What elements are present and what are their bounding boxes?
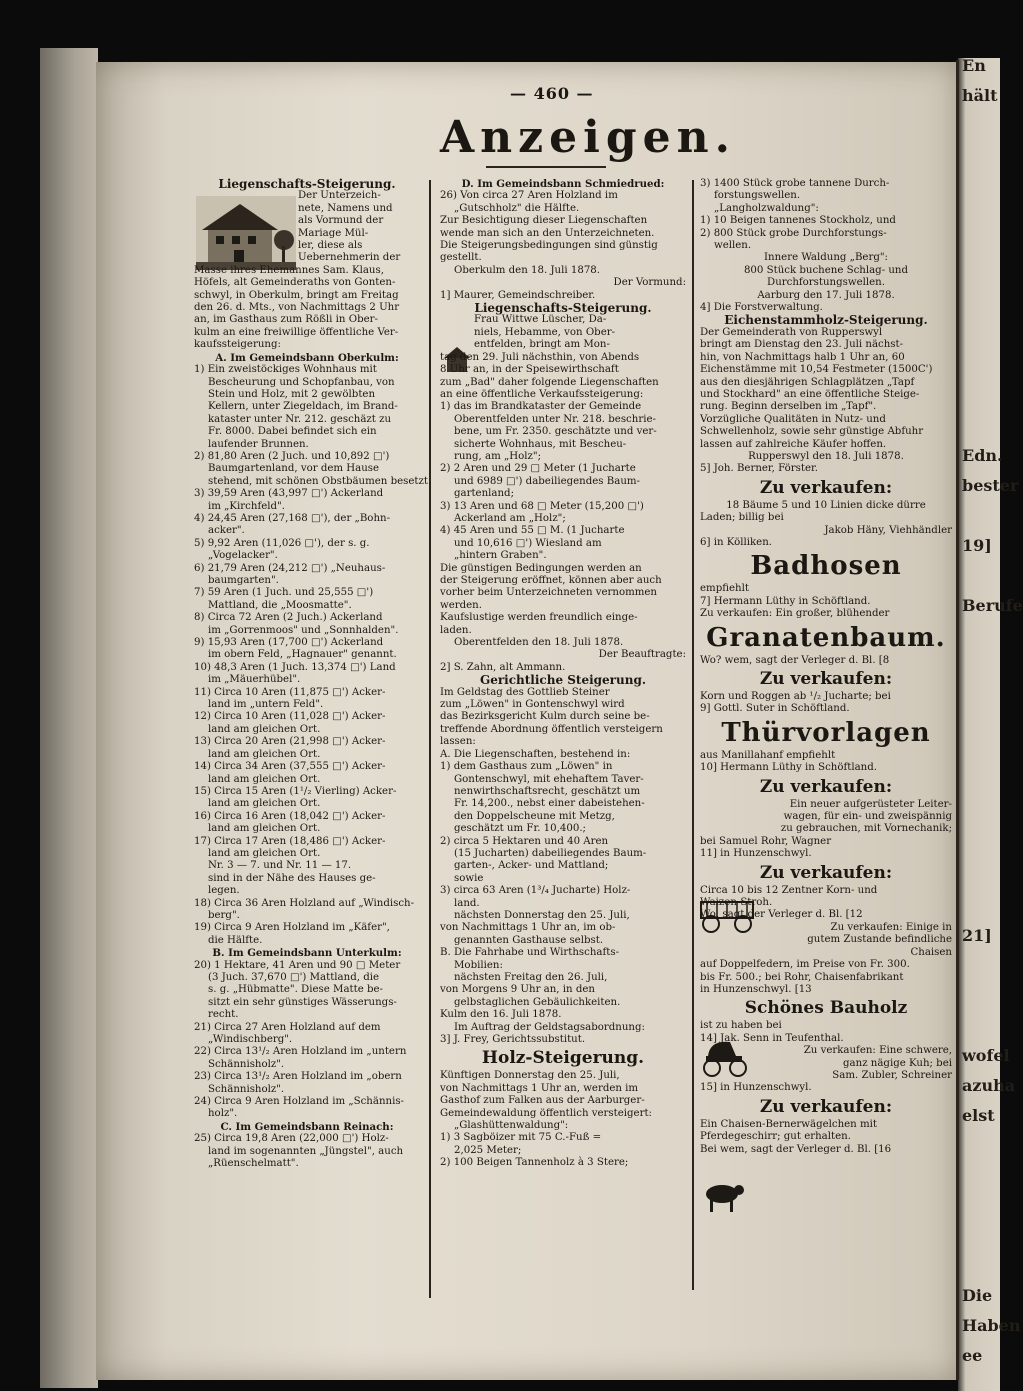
col2-line: A. Die Liegenschaften, bestehend in: (440, 748, 631, 760)
col1-line: 13) Circa 20 Aren (21,998 □') Acker- (194, 736, 386, 748)
col3-line: Ein neuer aufgerüsteter Leiter- (789, 798, 952, 810)
col1-line: ler, diese als (298, 240, 363, 252)
col2-line: geschätzt um Fr. 10,400.; (454, 823, 586, 835)
col1-line: sind in der Nähe des Hauses ge- (208, 872, 376, 884)
col1-line: recht. (208, 1009, 239, 1021)
col1-line: 5) 9,92 Aren (11,026 □'), der s. g. (194, 537, 370, 549)
col2-line: B. Die Fahrhabe und Wirthschafts- (440, 947, 620, 959)
adjacent-page-fragment: Edn. (962, 446, 1003, 465)
col3-line: Bei wem, sagt der Verleger d. Bl. [16 (700, 1143, 892, 1155)
col3-line: Waizen-Stroh. (700, 897, 773, 909)
col1-line: 2) 81,80 Aren (2 Juch. und 10,892 □') (194, 450, 390, 462)
col1-line: Schännisholz". (208, 1058, 285, 1070)
col2-line: niels, Hebamme, von Ober- (474, 326, 616, 338)
adjacent-page-fragment: Berufe (962, 596, 1023, 615)
col3-line: in Hunzenschwyl. [13 (700, 983, 812, 995)
col1-line: 1) Ein zweistöckiges Wohnhaus mit (194, 364, 377, 376)
col2-line: 3) 13 Aren und 68 □ Meter (15,200 □') (440, 500, 644, 512)
col1-line: sitzt ein sehr günstiges Wässerungs- (208, 996, 397, 1008)
col2-line: 2] S. Zahn, alt Ammann. (440, 661, 566, 673)
col2-line: 2) circa 5 Hektaren und 40 Aren (440, 835, 609, 847)
col3-line: Schönes Bauholz (744, 998, 908, 1019)
col2-line: 2) 100 Beigen Tannenholz à 3 Stere; (440, 1157, 629, 1169)
col2-line: vorher beim Unterzeichneten vernommen (440, 587, 657, 599)
col2-line: Gasthof zum Falken aus der Aarburger- (440, 1095, 645, 1107)
col1-line: Bescheurung und Schopfanbau, von (208, 376, 395, 388)
col3-line: aus den diesjährigen Schlagplätzen „Tapf (700, 376, 915, 388)
col1-line: 16) Circa 16 Aren (18,042 □') Acker- (194, 810, 386, 822)
adjacent-page-fragment (962, 658, 1000, 688)
col1-line: land am gleichen Ort. (208, 847, 321, 859)
col1-line: im obern Feld, „Hagnauer" genannt. (208, 649, 397, 661)
col1-line: 8) Circa 72 Aren (2 Juch.) Ackerland (194, 612, 383, 624)
col2-line: (15 Jucharten) dabeiliegendes Baum- (454, 847, 647, 859)
col3-line: bei Samuel Rohr, Wagner (700, 835, 832, 847)
col3-line: Innere Waldung „Berg": (764, 252, 888, 264)
col3-line: aus Manillahanf empfiehlt (700, 749, 836, 761)
col3-line: rung. Beginn derselben im „Tapf". (700, 401, 877, 413)
column-divider-1 (429, 180, 431, 1298)
col1-line: 3) 39,59 Aren (43,997 □') Ackerland (194, 488, 384, 500)
col2-line: Holz-Steigerung. (481, 1048, 645, 1069)
adjacent-page-fragment: En (962, 56, 986, 75)
col2-line: zum „Löwen" in Gontenschwyl wird (440, 699, 625, 711)
col1-line: den 26. d. Mts., von Nachmittags 2 Uhr (194, 302, 400, 314)
col2-line: Kaufslustige werden freundlich einge- (440, 612, 638, 624)
col2-line: der Steigerung eröffnet, können aber auch (440, 575, 662, 586)
col2-line: das Bezirksgericht Kulm durch seine be- (440, 711, 650, 723)
col1-line: Masse ihres Ehemannes Sam. Klaus, (194, 264, 384, 276)
col3-line: Zu verkaufen: Einige in (830, 921, 952, 933)
col2-line: Fr. 14,200., nebst einer dabeistehen- (454, 798, 645, 810)
col2-line: Gontenschwyl, mit ehehaftem Taver- (454, 773, 644, 785)
col2-line: 1] Maurer, Gemeindschreiber. (440, 289, 596, 301)
adjacent-page-fragment (962, 838, 1000, 868)
col3-line: Zu verkaufen: (759, 477, 893, 498)
col1-line: 18) Circa 36 Aren Holzland auf „Windisch- (194, 897, 415, 909)
col2-line: sicherte Wohnhaus, mit Bescheu- (454, 438, 627, 450)
col3-line: Zu verkaufen: (759, 669, 893, 689)
adjacent-page-fragment (962, 1018, 1000, 1048)
col2-line: Gemeindewaldung öffentlich versteigert: (440, 1107, 652, 1119)
col3-line: Thürvorlagen (721, 717, 931, 748)
col1-line: Mattland, die „Moosmatte". (208, 599, 352, 611)
adjacent-page-fragment (962, 358, 1000, 388)
col1-line: Baumgartenland, vor dem Hause (208, 463, 380, 475)
right-adjacent-page (958, 56, 1023, 1391)
col1-line: kataster unter Nr. 212. geschäzt zu (208, 413, 392, 425)
col3-line: ist zu haben bei (700, 1020, 782, 1032)
adjacent-page-fragment (962, 808, 1000, 838)
col3-line: Laden; billig bei (700, 512, 784, 524)
adjacent-page-fragment (962, 898, 1000, 928)
col2-line: von Morgens 9 Uhr an, in den (440, 984, 595, 996)
col2-line: den Doppelscheune mit Metzg, (454, 810, 615, 822)
adjacent-page-fragment (962, 178, 1000, 208)
column-2 (440, 178, 686, 1298)
col1-line: legen. (208, 885, 240, 897)
col2-line: und 6989 □') dabeiliegendes Baum- (454, 475, 640, 487)
col2-line: 8 Uhr an, in der Speisewirthschaft (440, 364, 619, 376)
col2-line: laden. (440, 624, 472, 636)
col2-line: 2) 2 Aren und 29 □ Meter (1 Jucharte (440, 463, 636, 475)
col3-line: 14] Jak. Senn in Teufenthal. (700, 1032, 844, 1044)
column-1 (194, 177, 432, 1298)
col3-line: lassen auf zahlreiche Käufer hoffen. (700, 438, 887, 450)
col3-line: 1) 10 Beigen tannenes Stockholz, und (700, 215, 896, 227)
adjacent-page-fragment (962, 148, 1000, 178)
col1-line: 4) 24,45 Aren (27,168 □'), der „Bohn- (194, 512, 391, 524)
col2-line: 4) 45 Aren und 55 □ M. (1 Jucharte (440, 525, 625, 537)
col1-line: „Vogelacker". (208, 550, 278, 562)
adjacent-page-fragment (962, 418, 1000, 448)
col3-line: auf Doppelfedern, im Preise von Fr. 300. (700, 959, 910, 971)
col2-line: 3] J. Frey, Gerichtssubstitut. (440, 1034, 586, 1046)
col2-line: 1) 3 Sagböizer mit 75 C.-Fuß = (440, 1132, 602, 1144)
col2-line: Kulm den 16. Juli 1878. (440, 1009, 562, 1021)
col2-line: Die günstigen Bedingungen werden an (440, 562, 642, 574)
col1-line: A. Im Gemeindsbann Oberkulm: (215, 351, 399, 364)
title-underline (486, 166, 606, 168)
col3-line: Rupperswyl den 18. Juli 1878. (748, 450, 904, 462)
col1-line: 14) Circa 34 Aren (37,555 □') Acker- (194, 761, 386, 773)
col1-line: Der Unterzeich- (298, 190, 381, 202)
col1-line: B. Im Gemeindsbann Unterkulm: (212, 947, 402, 960)
col2-line: „hintern Graben". (454, 550, 547, 562)
adjacent-page-fragment: wofel (962, 1046, 1010, 1065)
adjacent-page-fragment (962, 718, 1000, 748)
col2-line: nächsten Donnerstag den 25. Juli, (454, 909, 630, 921)
col3-line: 2) 800 Stück grobe Durchforstungs- (700, 227, 887, 239)
col1-line: „Windischberg". (208, 1034, 293, 1046)
adjacent-page-fragment (962, 748, 1000, 778)
col1-line: Stein und Holz, mit 2 gewölbten (208, 388, 375, 400)
col1-line: Nr. 3 — 7. und Nr. 11 — 17. (208, 860, 352, 872)
col2-line: genannten Gasthause selbst. (454, 934, 604, 946)
column-3 (700, 178, 952, 1288)
col3-line: Circa 10 bis 12 Zentner Korn- und (700, 884, 878, 896)
adjacent-page-fragment (962, 1228, 1000, 1258)
adjacent-page-fragment (962, 268, 1000, 298)
col1-line: (3 Juch. 37,670 □') Mattland, die (208, 972, 379, 983)
col1-line: an, im Gasthaus zum Rößli in Ober- (194, 314, 378, 326)
col3-line: wellen. (714, 240, 752, 252)
col3-line: und Stockhard" an eine öffentliche Steige- (700, 388, 920, 400)
col1-line: 9) 15,93 Aren (17,700 □') Ackerland (194, 637, 384, 649)
col1-line: baumgarten". (208, 575, 279, 586)
col3-line: gutem Zustande befindliche (807, 934, 952, 946)
col1-line: nete, Namens und (298, 202, 393, 214)
col2-line: Die Steigerungsbedingungen sind günstig (440, 240, 658, 252)
col3-line: Chaisen (910, 946, 952, 958)
col1-line: als Vormund der (298, 215, 384, 227)
col3-line: Jakob Häny, Viehhändler (824, 524, 952, 536)
col1-line: 11) Circa 10 Aren (11,875 □') Acker- (194, 686, 386, 698)
col2-line: Frau Wittwe Lüscher, Da- (474, 314, 607, 326)
col2-line: nenwirthschaftsrecht, geschätzt um (454, 785, 641, 797)
col1-line: Höfels, alt Gemeinderaths von Gonten- (194, 277, 396, 289)
col3-line: Zu verkaufen: Eine schwere, (803, 1045, 952, 1057)
page-number: — 460 — (510, 84, 594, 103)
col1-line: Schännisholz". (208, 1083, 285, 1095)
col2-line: 1) das im Brandkataster der Gemeinde (440, 401, 642, 413)
col1-line: s. g. „Hübmatte". Diese Matte be- (208, 984, 383, 996)
col3-line: Wo? wem, sagt der Verleger d. Bl. [8 (700, 654, 890, 666)
col2-line: rung, am „Holz"; (454, 450, 542, 462)
col1-line: laufender Brunnen. (208, 438, 309, 450)
col1-line: 20) 1 Hektare, 41 Aren und 90 □ Meter (194, 959, 401, 971)
col1-line: 12) Circa 10 Aren (11,028 □') Acker- (194, 711, 386, 723)
col2-line: bene, um Fr. 2350. geschätzte und ver- (454, 426, 657, 438)
col3-line: Zu verkaufen: (759, 1096, 893, 1117)
col1-line: 23) Circa 13¹/₂ Aren Holzland im „obern (194, 1071, 402, 1083)
col1-line: land am gleichen Ort. (208, 773, 321, 785)
col2-line: gartenland; (454, 488, 514, 500)
col3-line: Schwellenholz, sowie sehr günstige Abfuhr (700, 426, 924, 438)
col2-line: Oberentfelden unter Nr. 218. beschrie- (454, 413, 656, 425)
col3-line: 11] in Hunzenschwyl. (700, 848, 812, 860)
col2-line: 1) dem Gasthaus zum „Löwen" in (440, 761, 613, 773)
col3-line: 15] in Hunzenschwyl. (700, 1082, 812, 1094)
column-divider-3 (956, 60, 959, 1380)
col2-line: „Glashüttenwaldung": (454, 1120, 569, 1132)
col3-line: Der Gemeinderath von Rupperswyl (700, 326, 883, 338)
col3-line: 800 Stück buchene Schlag- und (743, 264, 909, 276)
col3-line: 4] Die Forstverwaltung. (700, 302, 823, 314)
adjacent-page-fragment (962, 118, 1000, 148)
col2-line: und 10,616 □') Wiesland am (454, 537, 602, 549)
col1-line: land im „untern Feld". (208, 699, 324, 711)
col2-line: lassen: (440, 736, 476, 748)
left-page-edge (40, 48, 98, 1388)
adjacent-page-fragment: 21] (962, 926, 992, 945)
col1-line: land am gleichen Ort. (208, 748, 321, 760)
col1-line: holz". (208, 1108, 238, 1120)
col3-line: ganz nägige Kuh; bei (843, 1057, 952, 1069)
col3-line: Vorzügliche Qualitäten in Nutz- und (700, 413, 886, 425)
col2-line: Der Beauftragte: (598, 649, 686, 661)
col3-line: 6] in Kölliken. (700, 536, 772, 548)
adjacent-page-fragment (962, 1138, 1000, 1168)
adjacent-page-fragment: azuha (962, 1076, 1016, 1095)
adjacent-page-fragment (962, 568, 1000, 598)
adjacent-page-fragment (962, 958, 1000, 988)
col1-line: Kellern, unter Ziegeldach, im Brand- (208, 401, 398, 413)
col1-line: die Hälfte. (208, 934, 263, 946)
col1-line: stehend, mit schönen Obstbäumen besetzt. (208, 475, 432, 487)
col3-line: bringt am Dienstag den 23. Juli nächst- (700, 339, 904, 351)
col2-line: Künftigen Donnerstag den 25. Juli, (440, 1070, 620, 1082)
adjacent-page-fragment (962, 1168, 1000, 1198)
col1-line: land am gleichen Ort. (208, 723, 321, 735)
col3-line: Zu verkaufen: (759, 862, 893, 883)
col3-line: Wo, sagt der Verleger d. Bl. [12 (700, 909, 863, 921)
col3-line: 10] Hermann Lüthy in Schöftland. (700, 762, 877, 774)
col1-line: 17) Circa 17 Aren (18,486 □') Acker- (194, 835, 386, 847)
col2-line: treffende Abordnung öffentlich versteigern (440, 723, 663, 735)
column-divider-2 (692, 180, 694, 1290)
col3-line: 7] Hermann Lüthy in Schöftland. (700, 595, 871, 607)
col1-line: im „Gorrenmoos" und „Sonnhalden". (208, 624, 399, 636)
col2-line: Der Vormund: (613, 277, 686, 289)
col3-line: Badhosen (750, 551, 902, 582)
col1-line: 10) 48,3 Aren (1 Juch. 13,374 □') Land (194, 661, 396, 673)
col1-line: acker". (208, 525, 245, 537)
col2-line: von Nachmittags 1 Uhr an, im ob- (440, 922, 616, 934)
col2-line: von Nachmittags 1 Uhr an, werden im (440, 1082, 639, 1094)
col2-line: 2,025 Meter; (454, 1144, 522, 1156)
col2-line: 26) Von circa 27 Aren Holzland im (440, 190, 618, 202)
col1-line: 25) Circa 19,8 Aren (22,000 □') Holz- (194, 1133, 389, 1145)
col2-line: Mobilien: (454, 959, 503, 971)
adjacent-page-fragment: ee (962, 1346, 983, 1365)
col3-line: bis Fr. 500.; bei Rohr, Chaisenfabrikant (700, 971, 904, 983)
col2-line: Ackerland am „Holz"; (454, 512, 566, 524)
adjacent-page-fragment (962, 868, 1000, 898)
col1-line: schwyl, in Oberkulm, bringt am Freitag (194, 289, 399, 301)
col2-line: werden. (440, 599, 482, 611)
col2-line: Im Auftrag der Geldstagsabordnung: (454, 1021, 645, 1033)
col3-line: Eichenstammholz-Steigerung. (724, 313, 928, 328)
col1-line: land am gleichen Ort. (208, 823, 321, 835)
col3-line: Pferdegeschirr; gut erhalten. (700, 1131, 851, 1143)
col1-line: 19) Circa 9 Aren Holzland im „Käfer", (194, 922, 390, 934)
col1-line: Fr. 8000. Dabei befindet sich ein (208, 426, 377, 438)
col3-line: forstungswellen. (714, 190, 801, 202)
adjacent-page-fragment: Haben (962, 1316, 1021, 1335)
page-title: Anzeigen. (440, 112, 736, 163)
col2-line: Im Geldstag des Gottlieb Steiner (440, 686, 610, 698)
adjacent-page-fragment (962, 628, 1000, 658)
adjacent-page-fragment: elst (962, 1106, 995, 1125)
adjacent-page-fragment (962, 328, 1000, 358)
col1-line: im „Kirchfeld". (208, 500, 285, 512)
col2-line: garten-, Acker- und Mattland; (454, 860, 609, 872)
col3-line: empfiehlt (700, 583, 749, 595)
col2-line: Oberentfelden den 18. Juli 1878. (454, 637, 624, 649)
adjacent-page-fragment (962, 388, 1000, 418)
col3-line: 3) 1400 Stück grobe tannene Durch- (700, 178, 890, 189)
col1-line: Mariage Mül- (298, 227, 369, 239)
adjacent-page-fragment: hält (962, 86, 998, 105)
adjacent-page-fragment (962, 298, 1000, 328)
adjacent-page-fragment (962, 1198, 1000, 1228)
col1-line: C. Im Gemeindsbann Reinach: (220, 1120, 394, 1133)
col2-line: sowie (454, 872, 484, 884)
col1-line: 15) Circa 15 Aren (1¹/₂ Vierling) Acker- (194, 785, 397, 797)
col1-line: „Rüenschelmatt". (208, 1158, 299, 1170)
col1-line: Uebernehmerin der (298, 252, 401, 264)
col3-line: hin, von Nachmittags halb 1 Uhr an, 60 (700, 351, 905, 363)
col3-line: Eichenstämme mit 10,54 Festmeter (1500C') (700, 364, 933, 376)
col3-line: „Langholzwaldung": (714, 202, 819, 214)
col1-line: Liegenschafts-Steigerung. (218, 177, 396, 191)
col3-line: Granatenbaum. (706, 622, 946, 653)
col1-line: 21) Circa 27 Aren Holzland auf dem (194, 1021, 381, 1033)
col2-line: Gerichtliche Steigerung. (479, 673, 647, 688)
col2-line: wende man sich an den Unterzeichneten. (440, 227, 655, 239)
col3-line: Aarburg den 17. Juli 1878. (757, 289, 895, 301)
adjacent-page-fragment: 19] (962, 536, 992, 555)
col3-line: wagen, für ein- und zweispännig (783, 811, 952, 823)
col2-line: tag den 29. Juli nächsthin, von Abends (440, 351, 640, 363)
adjacent-page-fragment (962, 238, 1000, 268)
col1-line: kulm an eine freiwillige öffentliche Ver- (194, 326, 399, 338)
col2-line: an eine öffentliche Verkaufssteigerung: (440, 388, 644, 400)
col2-line: gestellt. (440, 252, 482, 264)
col2-line: Liegenschafts-Steigerung. (474, 301, 652, 316)
adjacent-page-fragment (962, 988, 1000, 1018)
col2-line: D. Im Gemeindsbann Schmiedrued: (461, 178, 665, 190)
adjacent-page-fragment (962, 1258, 1000, 1288)
col3-line: Durchforstungswellen. (767, 277, 885, 289)
col2-line: gelbstaglichen Gebäulichkeiten. (454, 996, 621, 1008)
col3-line: 18 Bäume 5 und 10 Linien dicke dürre (726, 499, 926, 511)
col2-line: Zur Besichtigung dieser Liegenschaften (440, 215, 648, 227)
col3-line: 5] Joh. Berner, Förster. (700, 463, 819, 475)
col1-line: im „Mäuerhübel". (208, 674, 301, 686)
adjacent-page-fragment (962, 508, 1000, 538)
col1-line: kaufssteigerung: (194, 339, 281, 351)
col2-line: „Gutschholz" die Hälfte. (454, 202, 580, 214)
col1-line: land am gleichen Ort. (208, 798, 321, 810)
col3-line: zu gebrauchen, mit Vornechanik; (780, 823, 952, 835)
col2-line: nächsten Freitag den 26. Juli, (454, 972, 608, 983)
adjacent-page-fragment (962, 778, 1000, 808)
adjacent-page-fragment (962, 688, 1000, 718)
col1-line: berg". (208, 909, 240, 921)
col2-line: Oberkulm den 18. Juli 1878. (454, 264, 601, 276)
col2-line: entfelden, bringt am Mon- (474, 339, 610, 351)
adjacent-page-fragment (962, 208, 1000, 238)
col1-line: 6) 21,79 Aren (24,212 □') „Neuhaus- (194, 562, 386, 574)
col3-line: Zu verkaufen: Ein großer, blühender (700, 608, 890, 620)
col2-line: land. (454, 897, 480, 909)
col1-line: 22) Circa 13¹/₂ Aren Holzland im „untern (194, 1046, 407, 1058)
col3-line: Zu verkaufen: (759, 776, 893, 797)
col1-line: 7) 59 Aren (1 Juch. und 25,555 □') (194, 587, 374, 599)
col3-line: 9] Gottl. Suter in Schöftland. (700, 703, 850, 715)
adjacent-page-fragment: bester (962, 476, 1019, 495)
col2-line: 3) circa 63 Aren (1³/₄ Jucharte) Holz- (440, 885, 631, 897)
col3-line: Ein Chaisen-Bernerwägelchen mit (700, 1118, 877, 1130)
col1-line: 24) Circa 9 Aren Holzland im „Schännis- (194, 1096, 404, 1108)
col1-line: land im sogenannten „Jüngstel", auch (208, 1145, 404, 1157)
adjacent-page-fragment: Die (962, 1286, 993, 1305)
col3-line: Korn und Roggen ab ¹/₂ Jucharte; bei (700, 691, 891, 702)
col2-line: zum „Bad" daher folgende Liegenschaften (440, 376, 659, 388)
col3-line: Sam. Zubler, Schreiner (832, 1069, 952, 1081)
